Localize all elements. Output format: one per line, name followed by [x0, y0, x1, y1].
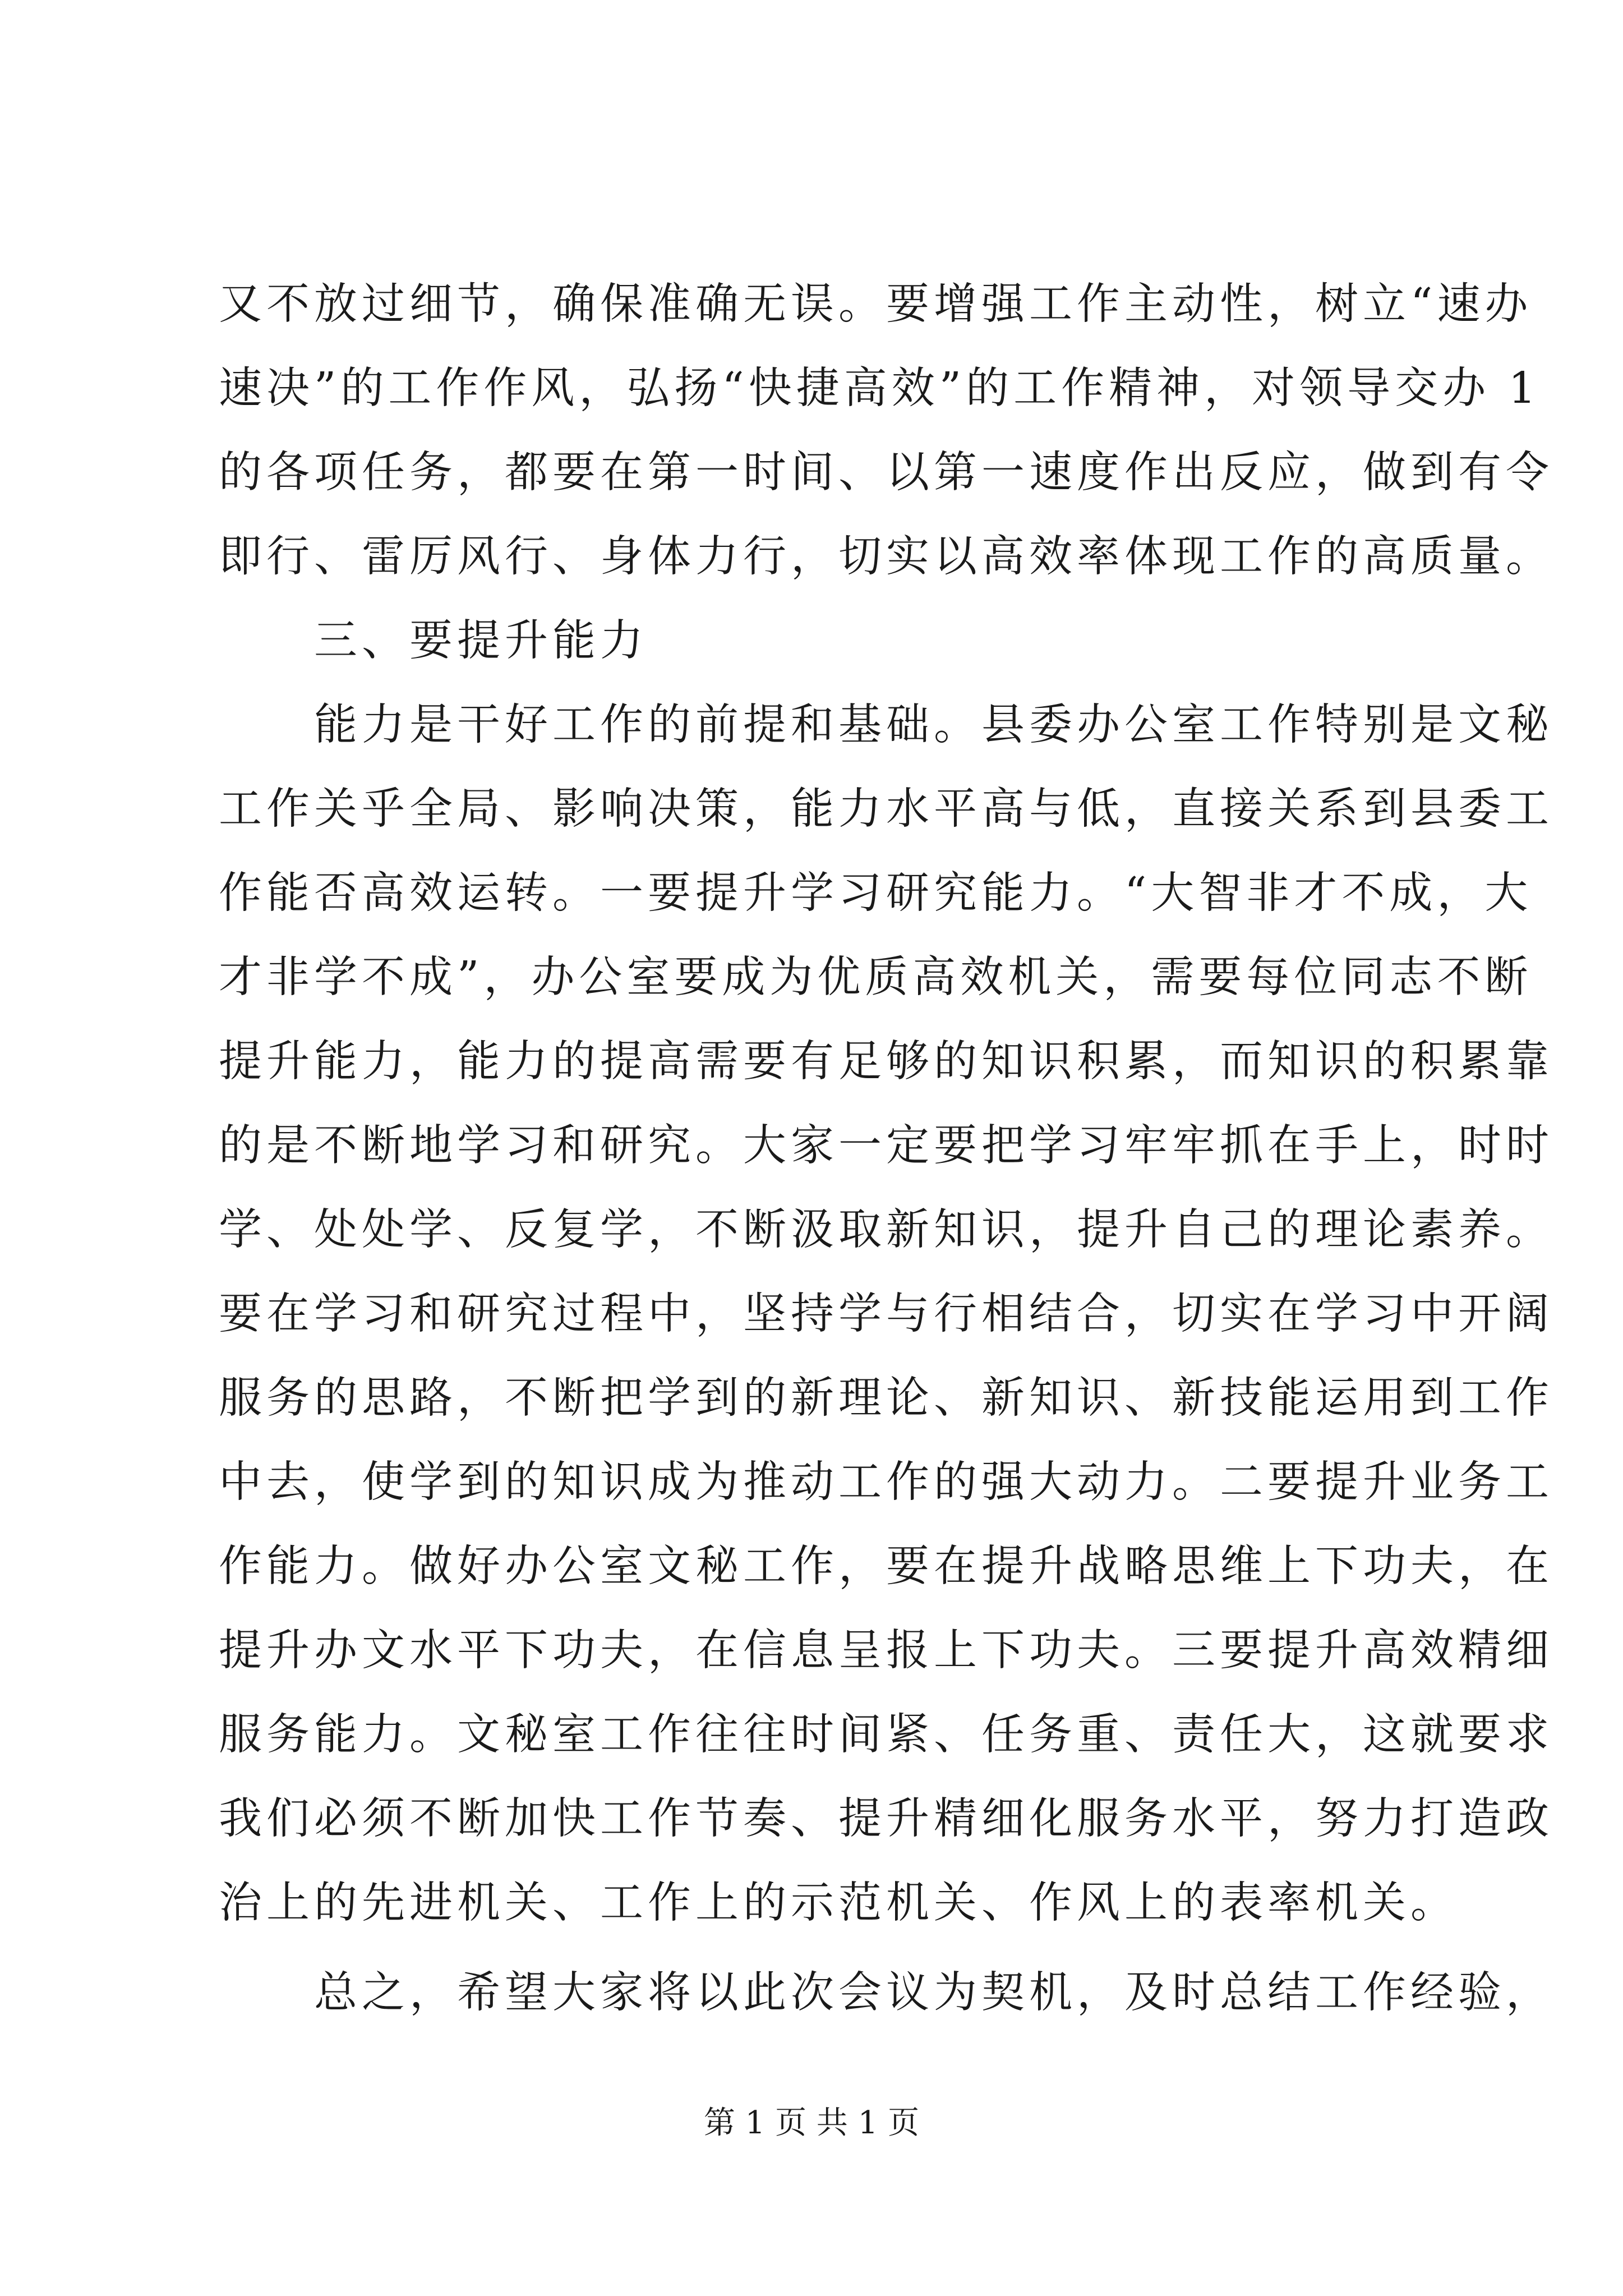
text-line: 的各项任务，都要在第一时间、以第一速度作出反应，做到有令 — [219, 448, 1553, 498]
text-line: 服务能力。文秘室工作往往时间紧、任务重、责任大，这就要求 — [219, 1710, 1553, 1760]
text-line: 我们必须不断加快工作节奏、提升精细化服务水平，努力打造政 — [219, 1794, 1553, 1844]
text-line: 学、处处学、反复学，不断汲取新知识，提升自己的理论素养。 — [219, 1205, 1553, 1255]
text-line: 提升办文水平下功夫，在信息呈报上下功夫。三要提升高效精细 — [219, 1626, 1553, 1676]
text-line: 要在学习和研究过程中，坚持学与行相结合，切实在学习中开阔 — [219, 1289, 1553, 1339]
text-line: 中去，使学到的知识成为推动工作的强大动力。二要提升业务工 — [219, 1457, 1553, 1507]
paragraph-start-line: 总之，希望大家将以此次会议为契机，及时总结工作经验， — [314, 1968, 1553, 2018]
text-line: 作能力。做好办公室文秘工作，要在提升战略思维上下功夫，在 — [219, 1542, 1553, 1591]
section-heading: 三、要提升能力 — [314, 616, 648, 666]
text-line: 才非学不成”，办公室要成为优质高效机关，需要每位同志不断 — [219, 953, 1533, 1002]
text-line: 服务的思路，不断把学到的新理论、新知识、新技能运用到工作 — [219, 1373, 1553, 1423]
paragraph-start-line: 能力是干好工作的前提和基础。县委办公室工作特别是文秘 — [314, 700, 1553, 750]
text-line: 又不放过细节，确保准确无误。要增强工作主动性，树立“速办 — [219, 279, 1533, 329]
page-footer: 第 1 页 共 1 页 — [703, 2105, 920, 2141]
text-line: 速决”的工作作风，弘扬“快捷高效”的工作精神，对领导交办 1 — [219, 364, 1541, 413]
text-line: 提升能力，能力的提高需要有足够的知识积累，而知识的积累靠 — [219, 1037, 1553, 1087]
text-line: 的是不断地学习和研究。大家一定要把学习牢牢抓在手上，时时 — [219, 1121, 1553, 1171]
text-line: 治上的先进机关、工作上的示范机关、作风上的表率机关。 — [219, 1878, 1458, 1928]
text-line: 即行、雷厉风行、身体力行，切实以高效率体现工作的高质量。 — [219, 532, 1553, 582]
text-line: 工作关乎全局、影响决策，能力水平高与低，直接关系到县委工 — [219, 784, 1553, 834]
text-line: 作能否高效运转。一要提升学习研究能力。“大智非才不成，大 — [219, 868, 1533, 918]
